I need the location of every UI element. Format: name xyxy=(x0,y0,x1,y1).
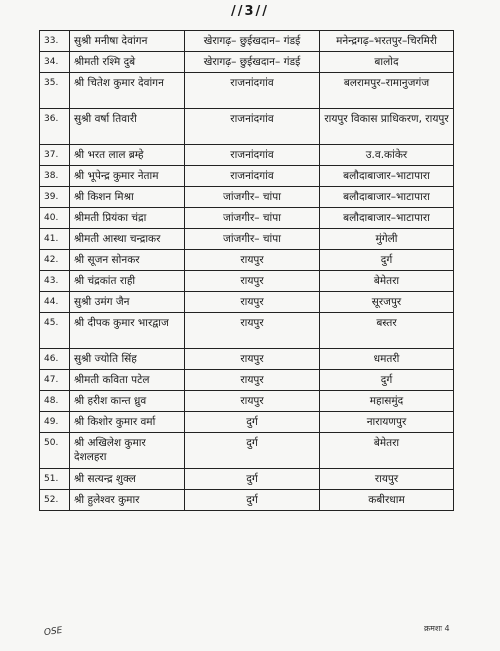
table-row xyxy=(40,412,454,433)
serial-number-cell: 34. xyxy=(40,52,70,73)
table-row xyxy=(40,490,454,511)
table-row xyxy=(40,187,454,208)
officer-name-cell: सुश्री ज्योति सिंह xyxy=(70,349,185,370)
new-posting-cell: मनेन्द्रगढ़–भरतपुर–चिरमिरी xyxy=(320,31,454,52)
new-posting-cell: उ.व.कांकेर xyxy=(320,145,454,166)
current-posting-cell: राजनांदगांव xyxy=(185,145,320,166)
current-posting-cell: रायपुर xyxy=(185,250,320,271)
new-posting-cell: बलौदाबाजार–भाटापारा xyxy=(320,187,454,208)
serial-number-cell: 40. xyxy=(40,208,70,229)
current-posting-cell: राजनांदगांव xyxy=(185,166,320,187)
new-posting-cell: बलौदाबाजार–भाटापारा xyxy=(320,208,454,229)
table-row xyxy=(40,109,454,145)
new-posting-cell: बस्तर xyxy=(320,313,454,349)
table-row xyxy=(40,73,454,109)
officer-name-cell: श्री सूजन सोनकर xyxy=(70,250,185,271)
transfer-table-body xyxy=(40,31,454,511)
officer-name-cell: सुश्री वर्षा तिवारी xyxy=(70,109,185,145)
table-row xyxy=(40,433,454,469)
page-number-marker: //3// xyxy=(230,4,270,19)
new-posting-cell: रायपुर विकास प्राधिकरण, रायपुर xyxy=(320,109,454,145)
new-posting-cell: सूरजपुर xyxy=(320,292,454,313)
current-posting-cell: खेरागढ़– छुईखदान– गंडई xyxy=(185,52,320,73)
current-posting-cell: जांजगीर– चांपा xyxy=(185,229,320,250)
table-row xyxy=(40,31,454,52)
serial-number-cell: 44. xyxy=(40,292,70,313)
current-posting-cell: जांजगीर– चांपा xyxy=(185,187,320,208)
officer-name-cell: श्री सत्यन्द्र शुक्ल xyxy=(70,469,185,490)
officer-name-cell: श्रीमती आस्था चन्द्राकर xyxy=(70,229,185,250)
table-row xyxy=(40,370,454,391)
serial-number-cell: 39. xyxy=(40,187,70,208)
serial-number-cell: 37. xyxy=(40,145,70,166)
new-posting-cell: महासमुंद xyxy=(320,391,454,412)
table-row xyxy=(40,208,454,229)
officer-name-cell: श्रीमती कविता पटेल xyxy=(70,370,185,391)
current-posting-cell: रायपुर xyxy=(185,271,320,292)
continued-label: क्रमशः 4 xyxy=(424,624,450,633)
serial-number-cell: 41. xyxy=(40,229,70,250)
new-posting-cell: नारायणपुर xyxy=(320,412,454,433)
table-row xyxy=(40,313,454,349)
new-posting-cell: दुर्ग xyxy=(320,250,454,271)
serial-number-cell: 50. xyxy=(40,433,70,469)
new-posting-cell: बालोद xyxy=(320,52,454,73)
current-posting-cell: रायपुर xyxy=(185,313,320,349)
table-row xyxy=(40,349,454,370)
serial-number-cell: 49. xyxy=(40,412,70,433)
officer-name-cell: श्री अखिलेश कुमार देशलहरा xyxy=(70,433,185,469)
table-row xyxy=(40,229,454,250)
current-posting-cell: रायपुर xyxy=(185,349,320,370)
officer-name-cell: श्री चंद्रकांत राही xyxy=(70,271,185,292)
new-posting-cell: बेमेतरा xyxy=(320,433,454,469)
current-posting-cell: राजनांदगांव xyxy=(185,109,320,145)
table-row xyxy=(40,469,454,490)
officer-name-cell: श्री किशन मिश्रा xyxy=(70,187,185,208)
officer-name-cell: श्रीमती प्रियंका चंद्रा xyxy=(70,208,185,229)
serial-number-cell: 38. xyxy=(40,166,70,187)
table-row xyxy=(40,145,454,166)
current-posting-cell: दुर्ग xyxy=(185,469,320,490)
initials-mark: OSE xyxy=(43,625,64,639)
transfer-table xyxy=(39,30,454,511)
serial-number-cell: 43. xyxy=(40,271,70,292)
serial-number-cell: 35. xyxy=(40,73,70,109)
serial-number-cell: 48. xyxy=(40,391,70,412)
new-posting-cell: बलरामपुर–रामानुजगंज xyxy=(320,73,454,109)
new-posting-cell: धमतरी xyxy=(320,349,454,370)
officer-name-cell: श्री हुलेश्वर कुमार xyxy=(70,490,185,511)
current-posting-cell: रायपुर xyxy=(185,391,320,412)
new-posting-cell: कबीरधाम xyxy=(320,490,454,511)
serial-number-cell: 42. xyxy=(40,250,70,271)
officer-name-cell: श्री भूपेन्द्र कुमार नेताम xyxy=(70,166,185,187)
current-posting-cell: दुर्ग xyxy=(185,412,320,433)
current-posting-cell: रायपुर xyxy=(185,292,320,313)
new-posting-cell: दुर्ग xyxy=(320,370,454,391)
new-posting-cell: रायपुर xyxy=(320,469,454,490)
officer-name-cell: सुश्री उमंग जैन xyxy=(70,292,185,313)
table-row xyxy=(40,271,454,292)
serial-number-cell: 45. xyxy=(40,313,70,349)
table-row xyxy=(40,250,454,271)
officer-name-cell: श्रीमती रश्मि दुबे xyxy=(70,52,185,73)
officer-name-cell: श्री हरीश कान्त ध्रुव xyxy=(70,391,185,412)
serial-number-cell: 52. xyxy=(40,490,70,511)
serial-number-cell: 47. xyxy=(40,370,70,391)
current-posting-cell: जांजगीर– चांपा xyxy=(185,208,320,229)
table-row xyxy=(40,166,454,187)
current-posting-cell: दुर्ग xyxy=(185,490,320,511)
serial-number-cell: 46. xyxy=(40,349,70,370)
officer-name-cell: श्री भरत लाल ब्रम्हे xyxy=(70,145,185,166)
table-row xyxy=(40,292,454,313)
current-posting-cell: खेरागढ़– छुईखदान– गंडई xyxy=(185,31,320,52)
officer-name-cell: श्री किशोर कुमार वर्मा xyxy=(70,412,185,433)
officer-name-cell: सुश्री मनीषा देवांगन xyxy=(70,31,185,52)
table-row xyxy=(40,391,454,412)
serial-number-cell: 36. xyxy=(40,109,70,145)
new-posting-cell: बलौदाबाजार–भाटापारा xyxy=(320,166,454,187)
new-posting-cell: बेमेतरा xyxy=(320,271,454,292)
current-posting-cell: दुर्ग xyxy=(185,433,320,469)
serial-number-cell: 33. xyxy=(40,31,70,52)
officer-name-cell: श्री दीपक कुमार भारद्वाज xyxy=(70,313,185,349)
officer-name-cell: श्री चितेश कुमार देवांगन xyxy=(70,73,185,109)
table-row xyxy=(40,52,454,73)
new-posting-cell: मुंगेली xyxy=(320,229,454,250)
serial-number-cell: 51. xyxy=(40,469,70,490)
current-posting-cell: रायपुर xyxy=(185,370,320,391)
current-posting-cell: राजनांदगांव xyxy=(185,73,320,109)
